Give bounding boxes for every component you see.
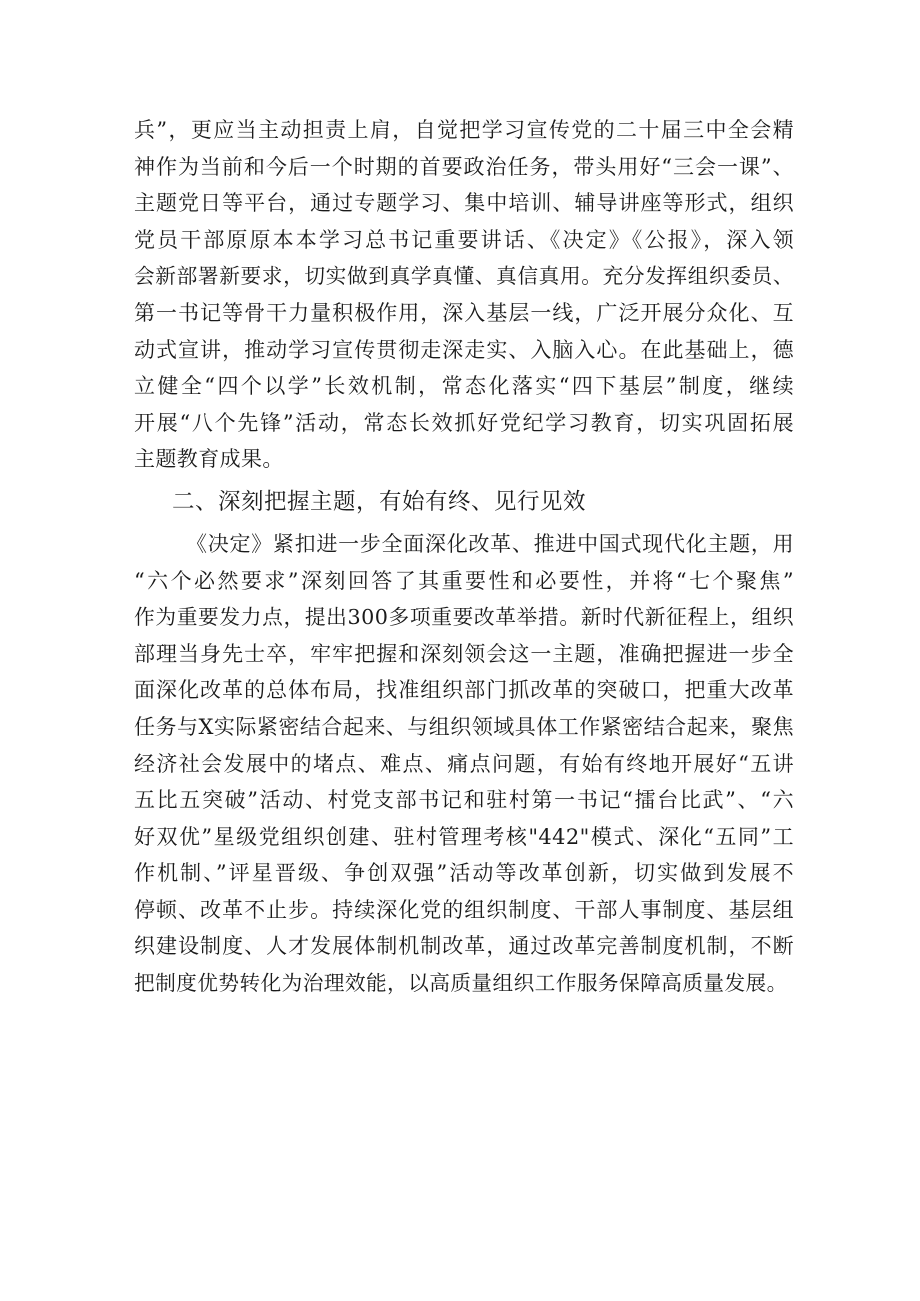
paragraph-line: 作为重要发力点，提出300多项重要改革举措。新时代新征程上，组织: [134, 605, 794, 630]
document-body: [134, 112, 794, 1002]
paragraph-line: 开展“八个先锋”活动，常态长效抓好党纪学习教育，切实巩固拓展: [134, 410, 794, 435]
paragraph-line: “六个必然要求”深刻回答了其重要性和必要性，并将“七个聚焦”: [134, 568, 794, 593]
paragraph-line: 部理当身先士卒，牢牢把握和深刻领会这一主题，准确把握进一步全: [134, 641, 794, 666]
paragraph-line: 动式宣讲，推动学习宣传贯彻走深走实、入脑入心。在此基础上，德: [134, 337, 794, 362]
section-heading: 二、深刻把握主题，有始有终、见行见效: [172, 488, 587, 515]
paragraph-line: 兵”，更应当主动担责上肩，自觉把学习宣传党的二十届三中全会精: [134, 118, 794, 142]
paragraph-line: 织建设制度、人才发展体制机制改革，通过改革完善制度机制，不断: [134, 934, 794, 959]
paragraph-line: 停顿、改革不止步。持续深化党的组织制度、干部人事制度、基层组: [134, 897, 794, 922]
paragraph-line: 第一书记等骨干力量积极作用，深入基层一线，广泛开展分众化、互: [134, 300, 794, 325]
paragraph-line: 神作为当前和今后一个时期的首要政治任务，带头用好“三会一课”、: [134, 154, 794, 179]
paragraph-line: 主题党日等平台，通过专题学习、集中培训、辅导讲座等形式，组织: [134, 191, 794, 216]
paragraph-2: [134, 526, 794, 1002]
paragraph-line: 经济社会发展中的堵点、难点、痛点问题，有始有终地开展好“五讲: [134, 751, 794, 776]
paragraph-line: 作机制、”评星晋级、争创双强”活动等改革创新，切实做到发展不: [134, 861, 794, 886]
paragraph-line: 好双优”星级党组织创建、驻村管理考核"442"模式、深化“五同”工: [134, 824, 794, 849]
paragraph-line: 党员干部原原本本学习总书记重要讲话、《决定》《公报》，深入领: [134, 227, 794, 252]
paragraph-line: 《决定》紧扣进一步全面深化改革、推进中国式现代化主题，用: [186, 531, 794, 556]
paragraph-line: 会新部署新要求，切实做到真学真懂、真信真用。充分发挥组织委员、: [134, 264, 794, 289]
paragraph-line: 五比五突破”活动、村党支部书记和驻村第一书记“擂台比武”、“六: [134, 788, 794, 813]
paragraph-line: 把制度优势转化为治理效能，以高质量组织工作服务保障高质量发展。: [134, 971, 788, 996]
paragraph-line: 主题教育成果。: [134, 447, 284, 472]
paragraph-line: 任务与X实际紧密结合起来、与组织领域具体工作紧密结合起来，聚焦: [134, 714, 794, 739]
paragraph-1: [134, 112, 794, 478]
paragraph-line: 立健全“四个以学”长效机制，常态化落实“四下基层”制度，继续: [134, 374, 794, 399]
paragraph-line: 面深化改革的总体布局，找准组织部门抓改革的突破口，把重大改革: [134, 678, 794, 703]
